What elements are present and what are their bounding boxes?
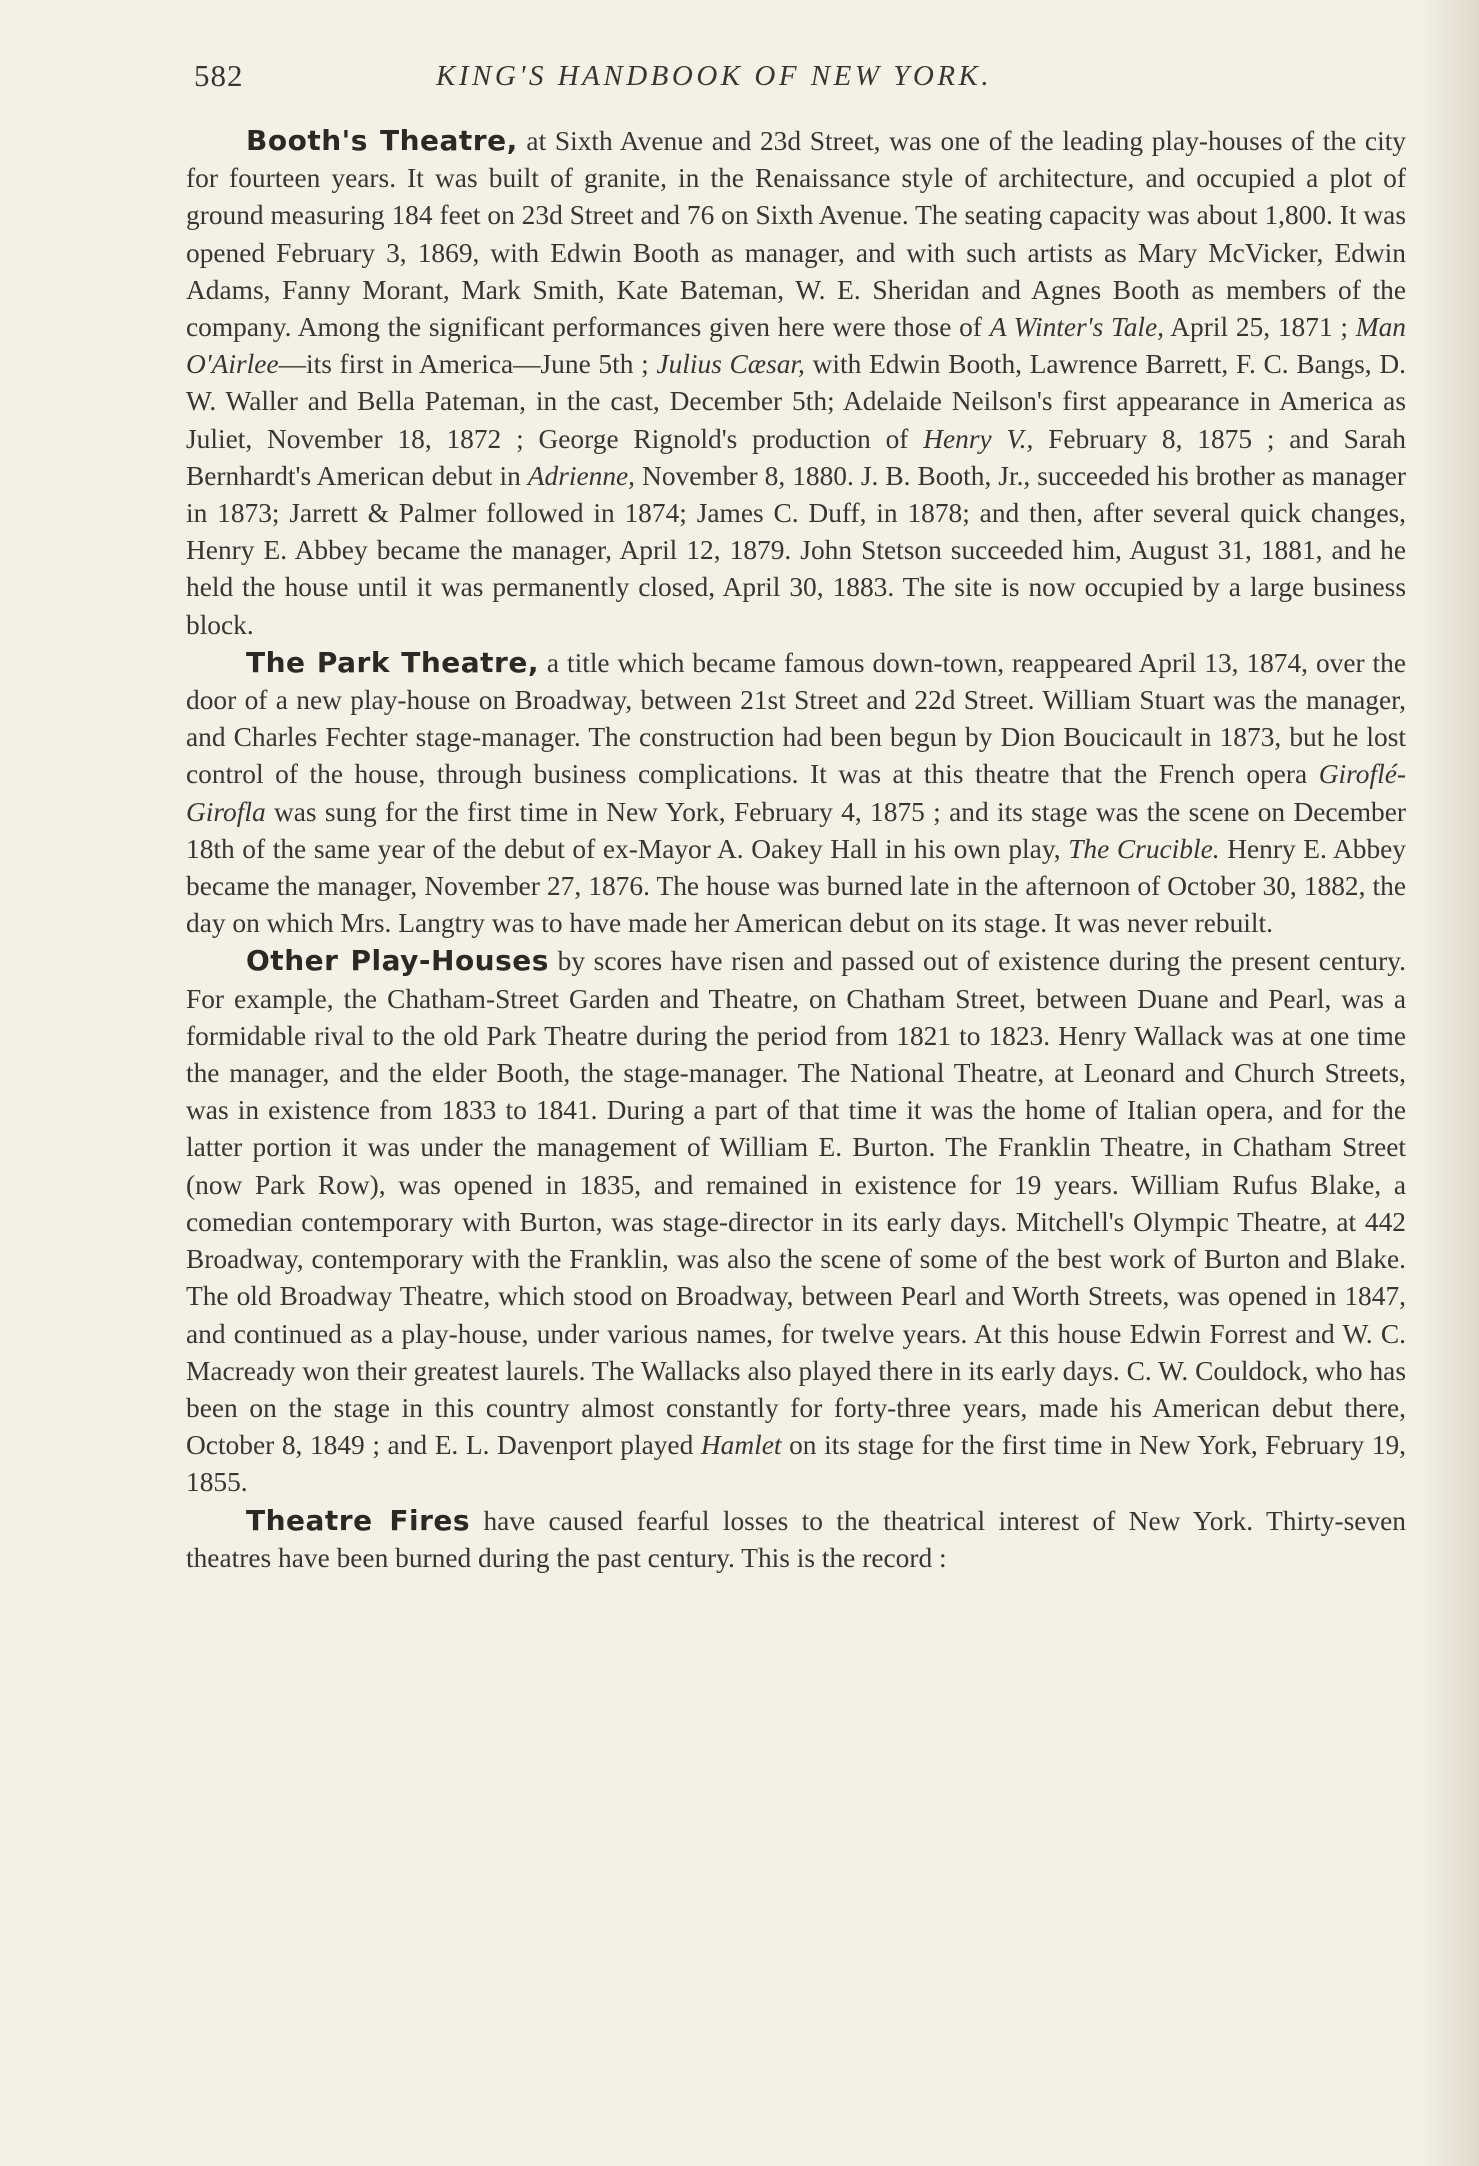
text-run: —its first in America—June 5th ; (278, 349, 657, 380)
section-heading: Theatre Fires (246, 1503, 471, 1537)
section-heading: The Park Theatre, (246, 645, 539, 679)
text-run: a title which became famous down-town, reappeared April 13, 1874, over the door of a new play-house on Broadway, between 21st Street and 22d Street. William Stuart was the manager, and Charles Fechter stage-manager. The construction had been begun by Dion Boucicault in 1873, but he lost control of the house, through business complications. It was at this theatre that the French opera (186, 647, 1406, 790)
page-header (186, 58, 1408, 102)
italic-title: Giroflé-Girofla (186, 759, 1406, 827)
paragraph-other-play-houses (186, 942, 1406, 1501)
section-heading: Other Play-Houses (246, 944, 549, 978)
paragraph-park-theatre (186, 644, 1406, 943)
page-number: 582 (194, 58, 244, 93)
running-title: KING'S HANDBOOK OF NEW YORK. (436, 60, 993, 92)
paragraph-booths-theatre (186, 122, 1406, 644)
paragraph-theatre-fires (186, 1502, 1406, 1577)
text-run: Henry E. Abbey became the manager, November 27, 1876. The house was burned late in the afternoon of October 30, 1882, the day on which Mrs. Langtry was to have made her American debut on its stage. It was never rebuilt. (186, 833, 1406, 939)
italic-title: Henry V., (923, 423, 1034, 454)
text-run: November 8, 1880. J. B. Booth, Jr., succeeded his brother as manager in 1873; Jarrett & Palmer followed in 1874; James C. Duff, in 1878; and then, after several quick changes, Henry E. Abbey became the manager, April 12, 1879. John Stetson succeeded him, August 31, 1881, and he held the house until it was permanently closed, April 30, 1883. The site is now occupied by a large business block. (186, 460, 1406, 640)
italic-title: The Crucible. (1068, 833, 1220, 864)
text-run: February 8, 1875 ; and Sarah Bernhardt's American debut in (186, 423, 1406, 491)
text-run: with Edwin Booth, Lawrence Barrett, F. C. Bangs, D. W. Waller and Bella Pateman, in the cast, December 5th; Adelaide Neilson's first appearance in America as Juliet, November 18, 1872 ; George Rignold's production of (186, 349, 1406, 454)
italic-title: Julius Cæsar, (656, 349, 805, 380)
text-run: was sung for the first time in New York, February 4, 1875 ; and its stage was the scene on December 18th of the same year of the debut of ex-Mayor A. Oakey Hall in his own play, (186, 796, 1406, 864)
italic-title: Hamlet (700, 1430, 782, 1461)
italic-title: Adrienne, (527, 460, 636, 491)
text-run: April 25, 1871 ; (1164, 312, 1356, 343)
body-text (186, 122, 1406, 1577)
italic-title: A Winter's Tale, (989, 312, 1165, 343)
page-edge-shadow (1419, 0, 1479, 2166)
section-heading: Booth's Theatre, (246, 124, 518, 157)
text-run: on its stage for the first time in New York, February 19, 1855. (186, 1430, 1406, 1498)
text-run: at Sixth Avenue and 23d Street, was one of the leading play-houses of the city for fourteen years. It was built of granite, in the Renaissance style of architecture, and occupied a plot of ground measuring 184 feet on 23d Street and 76 on Sixth Avenue. The seating capacity was about 1,800. It was opened February 3, 1869, with Edwin Booth as manager, and with such artists as Mary McVicker, Edwin Adams, Fanny Morant, Mark Smith, Kate Bateman, W. E. Sheridan and Agnes Booth as members of the company. Among the significant performances given here were those of (186, 126, 1407, 343)
text-run: by scores have risen and passed out of existence during the present century. For example, the Chatham-Street Garden and Theatre, on Chatham Street, between Duane and Pearl, was a formidable rival to the old Park Theatre during the period from 1821 to 1823. Henry Wallack was at one time the manager, and the elder Booth, the stage-manager. The National Theatre, at Leonard and Church Streets, was in existence from 1833 to 1841. During a part of that time it was the home of Italian opera, and for the latter portion it was under the management of William E. Burton. The Franklin Theatre, in Chatham Street (now Park Row), was opened in 1835, and remained in existence for 19 years. William Rufus Blake, a comedian contemporary with Burton, was stage-director in its early days. Mitchell's Olympic Theatre, at 442 Broadway, contemporary with the Franklin, was also the scene of some of the best work of Burton and Blake. The old Broadway Theatre, which stood on Broadway, between Pearl and Worth Streets, was opened in 1847, and continued as a play-house, under various names, for twelve years. At this house Edwin Forrest and W. C. Macready won their greatest laurels. The Wallacks also played there in its early days. C. W. Couldock, who has been on the stage in this country almost constantly for forty-three years, made his American debut there, October 8, 1849 ; and E. L. Davenport played (186, 946, 1406, 1461)
text-run: have caused fearful losses to the theatrical interest of New York. Thirty-seven theatres have been burned during the past century. This is the record : (186, 1505, 1406, 1573)
italic-title: Man O'Airlee (186, 312, 1406, 380)
